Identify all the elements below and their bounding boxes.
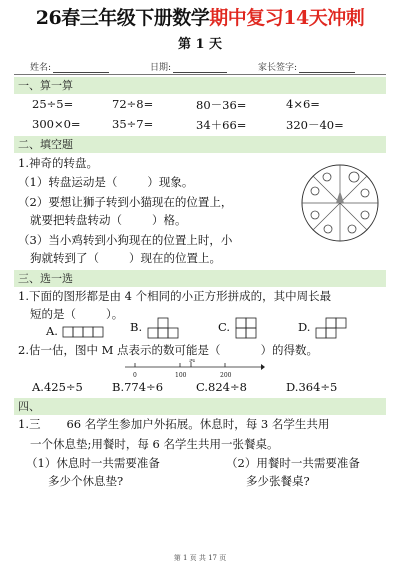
tick-label: 0 <box>133 372 137 379</box>
option-b[interactable]: B. <box>130 317 180 339</box>
option-a[interactable]: A. <box>46 324 106 338</box>
name-field[interactable] <box>30 60 109 73</box>
day-label: 第 1 天 <box>177 37 223 52</box>
q1-title: 1.神奇的转盘。 <box>18 156 98 170</box>
answer-option-b[interactable]: B.774÷6 <box>112 380 164 394</box>
answer-option-d[interactable]: D.364÷5 <box>286 380 338 394</box>
calc-item: 34＋66= <box>196 118 247 132</box>
q1-2b: 就要把转盘转动（ ）格。 <box>30 213 187 227</box>
tick-label: 200 <box>220 372 232 379</box>
animal-spinner-wheel <box>300 163 380 243</box>
word-q1a: （1）休息时一共需要准备 <box>26 456 160 470</box>
calc-item: 4×6= <box>286 97 320 111</box>
calc-item: 25÷5= <box>32 97 74 111</box>
tick-label: 100 <box>175 372 187 379</box>
point-m-label: M <box>189 359 196 364</box>
calc-item: 72÷8= <box>112 97 154 111</box>
choose-q1-line1: 1.下面的图形都是由 4 个相同的小正方形拼成的，其中周长最 <box>18 289 332 303</box>
date-blank[interactable] <box>173 62 227 73</box>
calc-item: 80－36= <box>196 98 247 112</box>
section-fill: 二、填空题 <box>14 136 386 153</box>
answer-option-a[interactable]: A.425÷5 <box>32 380 83 394</box>
calc-item: 320－40= <box>286 118 344 132</box>
section-choose: 三、选一选 <box>14 270 386 287</box>
q1-2a: （2）要想让狮子转到小猫现在的位置上， <box>18 195 233 209</box>
header-divider <box>14 74 386 75</box>
shape-row-of-four-icon <box>62 326 106 338</box>
shape-square-icon <box>234 317 258 339</box>
parent-label: 家长签字: <box>258 63 298 73</box>
page-footer: 第 1 页 共 17 页 <box>173 554 227 562</box>
choose-q1-line2: 短的是（ ）。 <box>30 307 124 321</box>
number-line <box>125 359 265 381</box>
answer-option-c[interactable]: C.824÷8 <box>196 380 247 394</box>
calc-item: 35÷7= <box>112 117 154 131</box>
date-field[interactable] <box>150 60 227 73</box>
choose-q2: 2.估一估，图中 M 点表示的数可能是（ ）的得数。 <box>18 343 319 357</box>
page-title <box>0 6 400 30</box>
q1-1: （1）转盘运动是（ ）现象。 <box>18 175 194 189</box>
name-blank[interactable] <box>53 62 109 73</box>
q1-3b: 狗就转到了（ ）现在的位置上。 <box>30 251 221 265</box>
date-label: 日期: <box>150 63 172 73</box>
shape-zigzag-icon <box>314 317 348 339</box>
q1-3a: （3）当小鸡转到小狗现在的位置上时，小 <box>18 233 233 247</box>
option-c[interactable]: C. <box>218 317 258 339</box>
option-d[interactable]: D. <box>298 317 348 339</box>
title-red: 期中复习14天冲刺 <box>209 7 365 29</box>
section-calc: 一、算一算 <box>14 77 386 94</box>
section-word-problem: 四、 <box>14 398 386 415</box>
word-q2b: 多少张餐桌? <box>246 474 310 488</box>
parent-signature-field[interactable] <box>258 60 355 73</box>
parent-blank[interactable] <box>299 62 355 73</box>
calc-item: 300×0= <box>32 117 81 131</box>
shape-t-icon <box>146 317 180 339</box>
word-q1b: 多少个休息垫? <box>48 474 124 488</box>
name-label: 姓名: <box>30 63 52 73</box>
word-line2: 一个休息垫;用餐时，每 6 名学生共用一张餐桌。 <box>30 437 279 451</box>
title-black: 26春三年级下册数学 <box>35 7 210 29</box>
word-line1: 1.三 66 名学生参加户外拓展。休息时，每 3 名学生共用 <box>18 417 330 431</box>
word-q2a: （2）用餐时一共需要准备 <box>226 456 360 470</box>
